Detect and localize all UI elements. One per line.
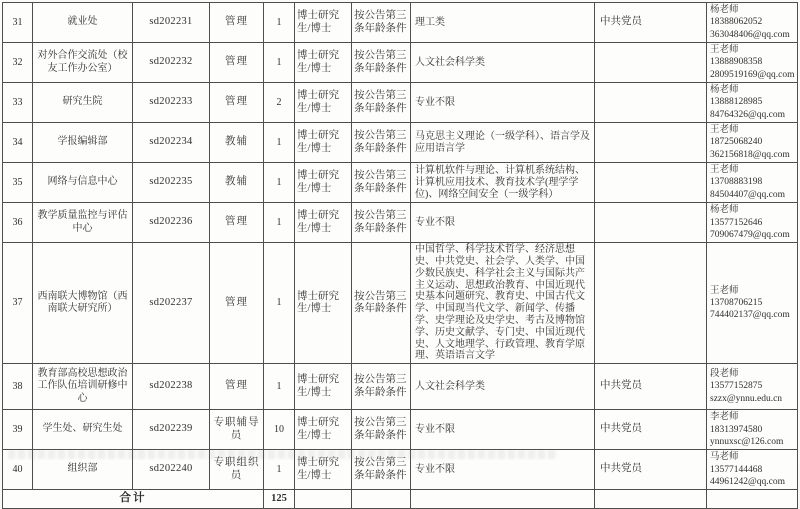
education-cell: 博士研究生/博士 [295, 450, 352, 490]
position-code-cell: sd202231 [133, 3, 210, 43]
position-code-cell: sd202234 [133, 123, 210, 163]
political-status-cell: 中共党员 [595, 3, 707, 43]
contact-cell [707, 163, 798, 203]
position-code-cell: sd202233 [133, 83, 210, 123]
row-number-cell: 35 [3, 163, 33, 203]
contact-cell [707, 450, 798, 490]
category-cell: 专职组织员 [210, 450, 264, 490]
contact-cell [707, 83, 798, 123]
row-number-cell: 37 [3, 243, 33, 364]
position-code-cell: sd202239 [133, 410, 210, 450]
age-requirement-cell: 按公告第三条年龄条件 [352, 364, 411, 410]
department-cell: 学报编辑部 [33, 123, 133, 163]
row-number-cell: 39 [3, 410, 33, 450]
education-cell: 博士研究生/博士 [295, 243, 352, 364]
education-cell: 博士研究生/博士 [295, 410, 352, 450]
contact-email: 84764326@qq.com [710, 109, 785, 120]
category-cell: 管理 [210, 364, 264, 410]
total-empty-political [595, 490, 707, 509]
education-cell: 博士研究生/博士 [295, 3, 352, 43]
contact-name: 杨老师 [710, 205, 739, 216]
contact-phone: 18388062052 [710, 17, 763, 28]
table-row [3, 3, 798, 43]
contact-email: 709067479@qq.com [710, 229, 790, 240]
table-row [3, 163, 798, 203]
category-cell: 管理 [210, 43, 264, 83]
total-empty-age [352, 490, 411, 509]
recruitment-table [2, 2, 798, 509]
cutoff-illegible-text [8, 450, 558, 459]
contact-cell [707, 243, 798, 364]
age-requirement-cell: 按公告第三条年龄条件 [352, 3, 411, 43]
contact-phone: 18725068240 [710, 137, 763, 148]
contact-name: 杨老师 [710, 5, 739, 15]
contact-cell [707, 410, 798, 450]
row-number-cell: 38 [3, 364, 33, 410]
headcount-cell: 10 [264, 410, 295, 450]
education-cell: 博士研究生/博士 [295, 123, 352, 163]
contact-name: 王老师 [710, 125, 739, 136]
position-code-cell: sd202238 [133, 364, 210, 410]
contact-name: 王老师 [710, 45, 739, 56]
political-status-cell: 中共党员 [595, 364, 707, 410]
row-number-cell: 36 [3, 203, 33, 243]
headcount-cell: 1 [264, 450, 295, 490]
age-requirement-cell: 按公告第三条年龄条件 [352, 163, 411, 203]
age-requirement-cell: 按公告第三条年龄条件 [352, 450, 411, 490]
table-row [3, 364, 798, 410]
department-cell: 西南联大博物馆（西南联大研究所） [33, 243, 133, 364]
position-code-cell: sd202240 [133, 450, 210, 490]
position-code-cell: sd202237 [133, 243, 210, 364]
headcount-cell: 1 [264, 3, 295, 43]
contact-name: 杨老师 [710, 85, 739, 96]
education-cell: 博士研究生/博士 [295, 83, 352, 123]
contact-email: 744402137@qq.com [710, 310, 790, 321]
contact-cell [707, 43, 798, 83]
total-count: 125 [264, 490, 295, 509]
total-row [3, 490, 798, 509]
row-number-cell: 33 [3, 83, 33, 123]
contact-cell [707, 3, 798, 43]
political-status-cell [595, 43, 707, 83]
headcount-cell: 1 [264, 243, 295, 364]
contact-phone: 13708883198 [710, 177, 763, 188]
contact-cell [707, 364, 798, 410]
contact-email: 84504407@qq.com [710, 189, 785, 200]
row-number-cell: 32 [3, 43, 33, 83]
headcount-cell: 1 [264, 123, 295, 163]
total-empty-contact [707, 490, 798, 509]
major-requirement-cell: 人文社会科学类 [411, 43, 595, 83]
category-cell: 管理 [210, 203, 264, 243]
major-requirement-cell: 理工类 [411, 3, 595, 43]
total-empty-education [295, 490, 352, 509]
contact-phone: 13577144468 [710, 464, 763, 475]
education-cell: 博士研究生/博士 [295, 43, 352, 83]
department-cell: 研究生院 [33, 83, 133, 123]
category-cell: 管理 [210, 3, 264, 43]
major-requirement-cell: 专业不限 [411, 83, 595, 123]
major-requirement-cell: 专业不限 [411, 203, 595, 243]
contact-name: 马老师 [710, 452, 739, 463]
contact-name: 李老师 [710, 412, 739, 423]
contact-phone: 13577152646 [710, 217, 763, 228]
major-requirement-cell: 计算机软件与理论、计算机系统结构、计算机应用技术、教育技术学(理学学位)、网络空间安全（一级学科） [411, 163, 595, 203]
headcount-cell: 1 [264, 163, 295, 203]
department-cell: 对外合作交流处（校友工作办公室） [33, 43, 133, 83]
political-status-cell [595, 123, 707, 163]
contact-phone: 13888908358 [710, 57, 763, 68]
contact-phone: 13708706215 [710, 298, 763, 308]
position-code-cell: sd202235 [133, 163, 210, 203]
department-cell: 网络与信息中心 [33, 163, 133, 203]
contact-name: 王老师 [710, 285, 739, 296]
contact-cell [707, 123, 798, 163]
position-code-cell: sd202232 [133, 43, 210, 83]
total-empty-major [411, 490, 595, 509]
headcount-cell: 2 [264, 83, 295, 123]
contact-phone: 18313974580 [710, 424, 763, 435]
row-number-cell: 34 [3, 123, 33, 163]
department-cell: 组织部 [33, 450, 133, 490]
major-requirement-cell: 马克思主义理论（一级学科）、语言学及应用语言学 [411, 123, 595, 163]
contact-phone: 13577152875 [710, 381, 763, 392]
table-row [3, 43, 798, 83]
table-body [3, 3, 798, 509]
row-number-cell: 31 [3, 3, 33, 43]
contact-cell [707, 203, 798, 243]
contact-email: 2809519169@qq.com [710, 69, 795, 80]
table-row [3, 410, 798, 450]
political-status-cell: 中共党员 [595, 410, 707, 450]
age-requirement-cell: 按公告第三条年龄条件 [352, 203, 411, 243]
table-row [3, 203, 798, 243]
row-number-cell: 40 [3, 450, 33, 490]
department-cell: 就业处 [33, 3, 133, 43]
age-requirement-cell: 按公告第三条年龄条件 [352, 123, 411, 163]
contact-email: szzx@ynnu.edu.cn [710, 393, 783, 404]
department-cell: 教学质量监控与评估中心 [33, 203, 133, 243]
department-cell: 学生处、研究生处 [33, 410, 133, 450]
contact-phone: 13888128985 [710, 97, 763, 108]
category-cell: 专职辅导员 [210, 410, 264, 450]
age-requirement-cell: 按公告第三条年龄条件 [352, 410, 411, 450]
position-code-cell: sd202236 [133, 203, 210, 243]
contact-email: ynnuxsc@126.com [710, 436, 784, 447]
age-requirement-cell: 按公告第三条年龄条件 [352, 43, 411, 83]
political-status-cell [595, 203, 707, 243]
table-row [3, 123, 798, 163]
headcount-cell: 1 [264, 364, 295, 410]
age-requirement-cell: 按公告第三条年龄条件 [352, 83, 411, 123]
major-requirement-cell: 专业不限 [411, 410, 595, 450]
political-status-cell [595, 163, 707, 203]
table-row [3, 83, 798, 123]
political-status-cell [595, 243, 707, 364]
total-label: 合计 [3, 490, 264, 509]
contact-email: 362156818@qq.com [710, 149, 790, 160]
contact-email: 44961242@qq.com [710, 476, 785, 487]
category-cell: 管理 [210, 83, 264, 123]
major-requirement-cell: 专业不限 [411, 450, 595, 490]
category-cell: 教辅 [210, 163, 264, 203]
contact-name: 段老师 [710, 369, 739, 380]
major-requirement-cell: 中国哲学、科学技术哲学、经济思想史、中共党史、社会学、人类学、中国少数民族史、科学社会主义与国际共产主义运动、思想政治教育、中国近现代史基本问题研究、教育史、中国古代文学、中国现当代文学、新闻学、传播学、史学理论及史学史、考古及博物馆学、历史文献学、专门史、中国近现代史、人文地理学、行政管理、教育学原理、英语语言文学 [411, 243, 595, 364]
headcount-cell: 1 [264, 43, 295, 83]
education-cell: 博士研究生/博士 [295, 163, 352, 203]
table-row [3, 243, 798, 364]
education-cell: 博士研究生/博士 [295, 364, 352, 410]
category-cell: 管理 [210, 243, 264, 364]
age-requirement-cell: 按公告第三条年龄条件 [352, 243, 411, 364]
major-requirement-cell: 人文社会科学类 [411, 364, 595, 410]
education-cell: 博士研究生/博士 [295, 203, 352, 243]
contact-name: 王老师 [710, 165, 739, 176]
category-cell: 教辅 [210, 123, 264, 163]
political-status-cell: 中共党员 [595, 450, 707, 490]
headcount-cell: 1 [264, 203, 295, 243]
political-status-cell [595, 83, 707, 123]
department-cell: 教育部高校思想政治工作队伍培训研修中心 [33, 364, 133, 410]
contact-email: 363048406@qq.com [710, 29, 790, 40]
